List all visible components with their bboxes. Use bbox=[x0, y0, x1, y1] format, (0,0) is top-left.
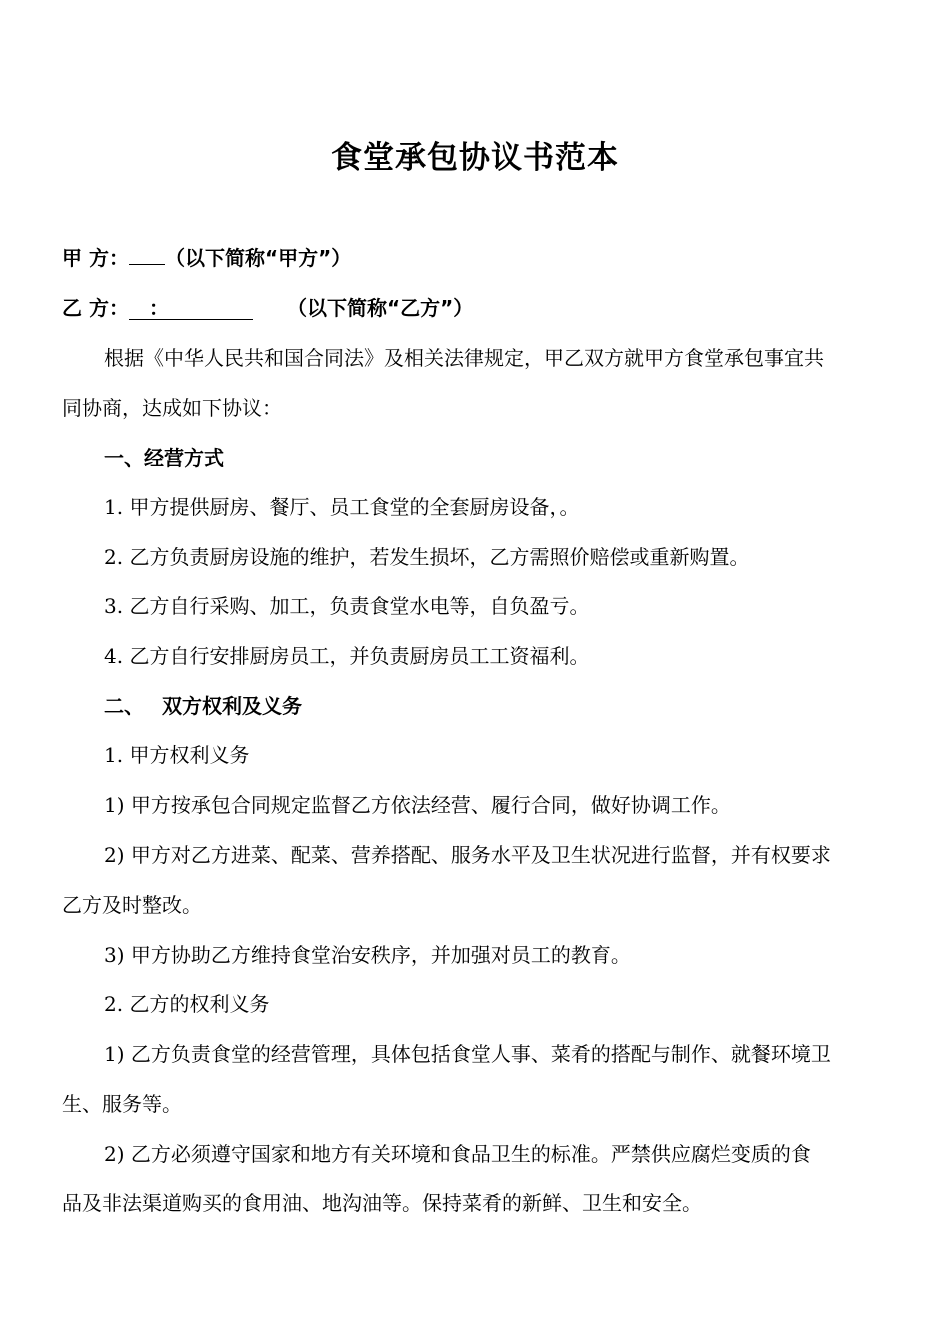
section2-heading bbox=[104, 691, 302, 721]
section2-heading-num: 二、 bbox=[104, 694, 144, 718]
sub2-p2-line1: 2) 乙方必须遵守国家和地方有关环境和食品卫生的标准。严禁供应腐烂变质的食 bbox=[104, 1142, 811, 1166]
party-b-label: 乙 方： bbox=[62, 296, 129, 320]
sub1-p2-line2: 乙方及时整改。 bbox=[62, 893, 202, 917]
sub2-p1-line1: 1) 乙方负责食堂的经营管理，具体包括食堂人事、菜肴的搭配与制作、就餐环境卫 bbox=[104, 1042, 831, 1066]
section1-heading: 一、经营方式 bbox=[104, 446, 224, 470]
sub2-p2-line2: 品及非法渠道购买的食用油、地沟油等。保持菜肴的新鲜、卫生和安全。 bbox=[62, 1191, 702, 1215]
sub1-p3: 3) 甲方协助乙方维持食堂治安秩序，并加强对员工的教育。 bbox=[104, 943, 631, 967]
sub2-title: 2. 乙方的权利义务 bbox=[104, 992, 270, 1016]
section1-item-2: 2. 乙方负责厨房设施的维护，若发生损坏，乙方需照价赔偿或重新购置。 bbox=[104, 545, 750, 569]
party-a-label: 甲 方： bbox=[62, 246, 129, 270]
sub1-p1: 1) 甲方按承包合同规定监督乙方依法经营、履行合同，做好协调工作。 bbox=[104, 793, 731, 817]
section2-heading-text: 双方权利及义务 bbox=[162, 694, 302, 718]
section1-item-1: 1. 甲方提供厨房、餐厅、员工食堂的全套厨房设备，。 bbox=[104, 495, 580, 519]
party-b-blank: ： bbox=[129, 297, 253, 320]
section1-item-3: 3. 乙方自行采购、加工，负责食堂水电等，自负盈亏。 bbox=[104, 594, 590, 618]
intro-line-1: 根据《中华人民共和国合同法》及相关法律规定，甲乙双方就甲方食堂承包事宜共 bbox=[104, 346, 824, 370]
party-b-suffix: （以下简称“乙方”） bbox=[286, 296, 474, 320]
sub1-title: 1. 甲方权利义务 bbox=[104, 743, 250, 767]
section1-item-4: 4. 乙方自行安排厨房员工，并负责厨房员工工资福利。 bbox=[104, 644, 590, 668]
party-a-suffix: （以下简称“甲方”） bbox=[164, 246, 352, 270]
document-title: 食堂承包协议书范本 bbox=[331, 140, 619, 176]
intro-line-2: 同协商，达成如下协议： bbox=[62, 396, 282, 420]
party-a-line bbox=[62, 243, 351, 273]
sub2-p1-line2: 生、服务等。 bbox=[62, 1092, 182, 1116]
sub1-p2-line1: 2) 甲方对乙方进菜、配菜、营养搭配、服务水平及卫生状况进行监督，并有权要求 bbox=[104, 843, 831, 867]
party-a-blank bbox=[129, 264, 165, 265]
party-b-line bbox=[62, 293, 473, 323]
